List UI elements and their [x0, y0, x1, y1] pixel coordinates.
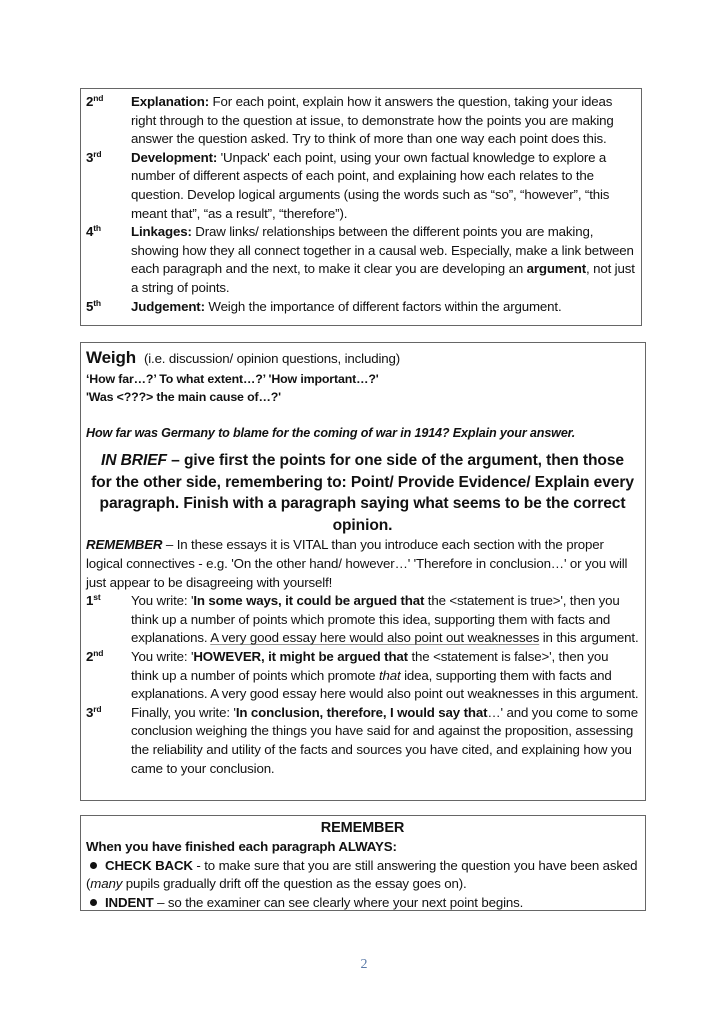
emphasis: argument [526, 261, 587, 277]
weigh-step: 2nd You write: 'HOWEVER, it might be argued that the <statement is false>', then you think up a number of points which promote that idea, supporting them with facts and explanations. A very good essay here would also point out weaknesses in this argument. [86, 648, 639, 704]
ordinal: 1st [86, 592, 101, 609]
weigh-step: 3rd Finally, you write: 'In conclusion, therefore, I would say that…' and you come to some conclusion weighing the things you have said for and against the proposition, assessing the reliability and utility of the facts and sources you have cited, and explaining how you came to your conclusion. [86, 704, 639, 778]
step-text: Draw links/ relationships between the different points you are making, showing how they all connect together in a causal web. Especially, make a link between each paragraph and the next, to make it clear you are developing an [131, 224, 634, 277]
section-subtitle: (i.e. discussion/ opinion questions, including) [143, 351, 401, 366]
ordinal: 2nd [86, 647, 104, 664]
ordinal: 2nd [86, 93, 104, 109]
step-text: 'Unpack' each point, using your own factual knowledge to explore a number of different aspects of each point, and explaining how each relates to the question. Develop logical arguments (using the words such as “so”, “however”, “this meant that”, “as a result”, “therefore”). [131, 149, 610, 221]
step-heading: Explanation: [131, 94, 209, 109]
step-judgement [86, 298, 635, 317]
step-heading: Development: [131, 149, 218, 165]
step-text: For each point, explain how it answers the question, taking your ideas right through to the question at issue, to demonstrate how the points you are making answer the question asked. Try to think of more than one way each point does this. [131, 94, 614, 147]
step-linkages: 4th Linkages: Draw links/ relationships between the different points you are making, showing how they all connect together in a causal web. Especially, make a link between each paragraph and the next, to make it clear you are developing an argument, not just a string of points. [86, 223, 635, 297]
question-forms: ‘How far…?’ To what extent…?’ 'How important…?' [86, 372, 379, 386]
step-heading: Judgement: [131, 298, 205, 314]
ordinal: 4th [86, 223, 101, 240]
question-forms: 'Was <???> the main cause of…?' [86, 390, 281, 404]
weigh-step: 1st You write: 'In some ways, it could be argued that the <statement is true>', then you think up a number of points which promote this idea, supporting them with facts and explanations. A very good essay here would also point out weaknesses in this argument. [86, 592, 639, 648]
section-heading: Weigh (i.e. discussion/ opinion questions, including) [86, 348, 401, 367]
ordinal: 5th [86, 297, 101, 314]
ordinal: 3rd [86, 148, 102, 165]
bullet-icon [90, 862, 97, 869]
remember-subtitle: When you have finished each paragraph ALWAYS: [86, 839, 397, 854]
remember-note: REMEMBER – In these essays it is VITAL than you introduce each section with the proper logical connectives - e.g. 'On the other hand/ however…' 'Therefore in conclusion…' or you will just appear to be disagreeing with yourself! [86, 537, 628, 590]
step-text: Weigh the importance of different factors within the argument. [204, 298, 562, 314]
step-explanation [86, 93, 635, 149]
step-development [86, 149, 635, 223]
remember-bullet: CHECK BACK - to make sure that you are still answering the question you have been asked (many pupils gradually drift off the question as the essay goes on). [86, 857, 638, 892]
step-heading: Linkages: [131, 224, 192, 240]
steps-box [80, 88, 642, 326]
remember-box [80, 815, 646, 911]
example-question: How far was Germany to blame for the coming of war in 1914? Explain your answer. [86, 426, 576, 440]
remember-title: REMEMBER [320, 820, 405, 836]
weigh-box [80, 342, 646, 801]
page-number: 2 [360, 957, 368, 972]
bullet-icon [90, 899, 97, 906]
in-brief: IN BRIEF – give first the points for one side of the argument, then those for the other side, remembering to: Point/ Provide Evidence/ Explain every paragraph. Finish with a paragraph saying what seems to be the correct opinion. [91, 452, 634, 534]
remember-bullet: INDENT – so the examiner can see clearly where your next point begins. [86, 894, 639, 913]
ordinal: 3rd [86, 703, 102, 720]
